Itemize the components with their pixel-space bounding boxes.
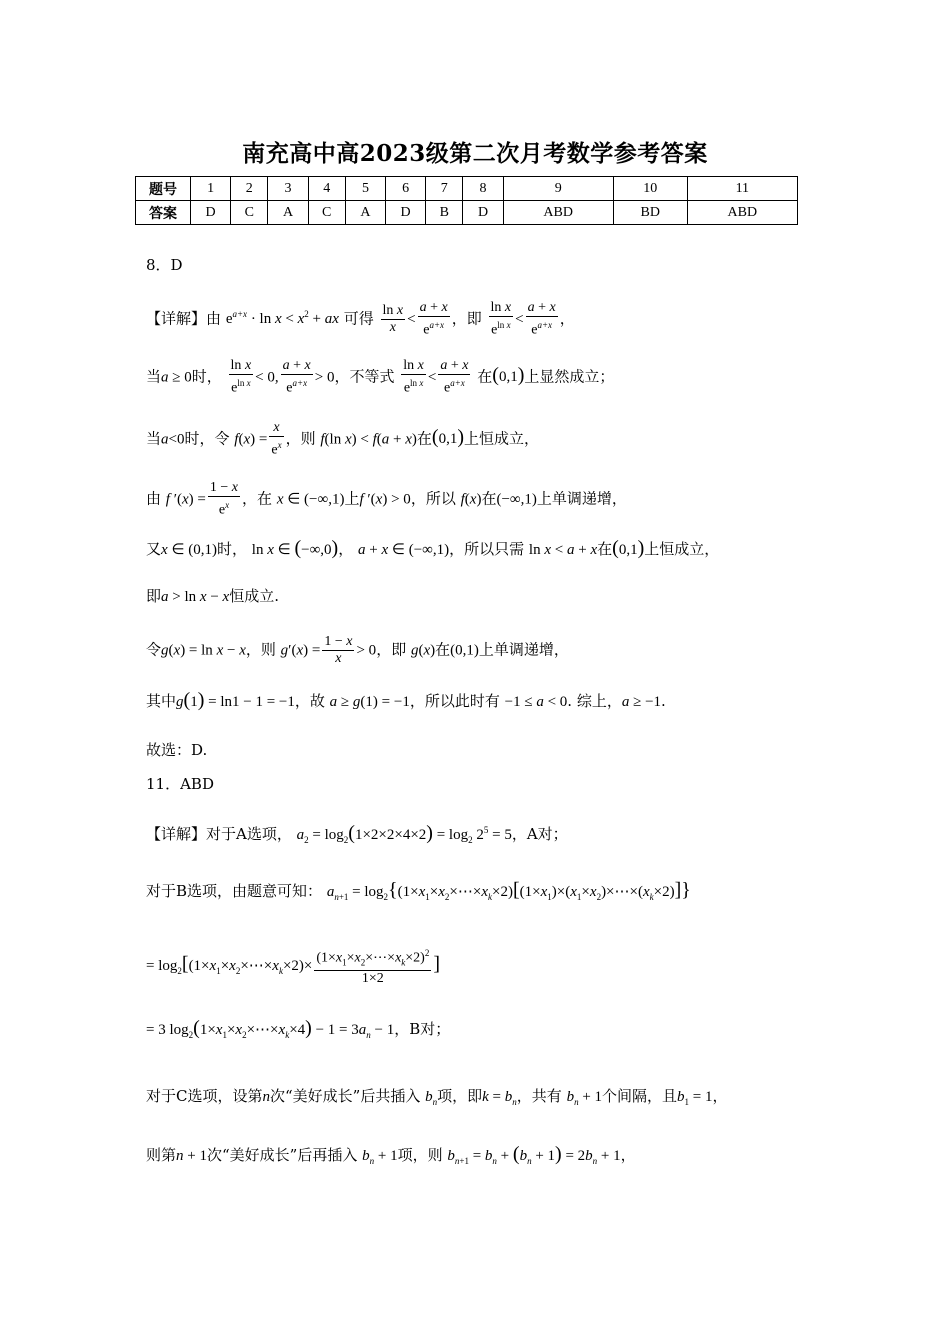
q8-line-7: 令g(x) = ln x − x，则 g′(x) = $\frac{1 - x}{x}$ > 0，即 g(x)在(0,1)上单调递增， [146,634,569,666]
q11-line-d: 则第n + 1次“美好成长”后再插入 $b_n + 1$项，则 $b_{n+1} = b_n + (b_n + 1) = 2b_n + 1$， [146,1143,636,1166]
row-label-number: 题号 [136,177,191,201]
answer-table [135,176,798,225]
page-title: 南充高中高2023级第二次月考数学参考答案 [242,140,708,167]
answer-row [136,201,798,225]
q8-line-2: 当a ≥ 0时， $\frac{\text{ln x}}{e^{ln x}}$ < 0, $\frac{a + x}{e^{a+x}}$ > 0，不等式 $\frac{\text{ln x}}{e^{ln x}}$ < $\frac{a + x}{e^{a+x}}$ 在(0,1)上显然成立； [146,358,615,396]
question-number: 1 [191,177,231,201]
answer-cell: D [191,201,231,225]
row-label-answer: 答案 [136,201,191,225]
detail-label: 【详解】 [146,309,207,328]
q8-line-5: 又x ∈ (0,1)时， ln x ∈ (−∞,0)， a + x ∈ (−∞,1)，所以只需 ln x < a + x在(0,1)上恒成立， [146,537,720,559]
question-number: 7 [426,177,463,201]
answer-cell: A [345,201,385,225]
q11-heading: 11．ABD [146,775,214,793]
q8-line-6: 即a > ln x − x恒成立. [146,587,279,605]
answer-cell: C [231,201,268,225]
question-number: 4 [308,177,345,201]
q8-line-1: 【详解】由 $e^{a+x} \cdot \ln x < x^2$ + ax 可得 $\frac{\text{ln x}}{x}$ < $\frac{a + x}{e^{a+x}}$ ，即 $\frac{\text{ln x}}{e^{ln x}}$ < $\frac{a + x}{e^{a+x}}$ ， [146,300,575,338]
q8-conclusion: 故选：D. [146,741,208,759]
q11-line-b2: = $\log_2[(1\times x_1\times x_2\times\cdots\times x_k\times 2)\times$ $\frac{(1\times x_1\times x_2\times\cdots\times x_k\times 2)^2}{1\times 2}$ ] [146,945,440,987]
answer-cell: B [426,201,463,225]
q11-line-b: 对于B选项，由题意可知： $a_{n+1}$ = $\log_2\{(1\times x_1\times x_2\times\cdots\times x_k\times 2)[(1\times x_1)\times(x_1\times x_2)\times\cdots\times(x_k\times 2)]\}$ [146,879,691,902]
number-row [136,177,798,201]
detail-label: 【详解】 [146,825,207,843]
question-number: 6 [386,177,426,201]
q11-line-c: 对于C选项，设第n次“美好成长”后共插入 $b_n$项，即$k = b_n$，共有 $b_n + 1$个间隔，且$b_1 = 1$， [146,1087,728,1107]
question-number: 2 [231,177,268,201]
answer-cell: A [268,201,308,225]
question-number: 9 [503,177,613,201]
question-number: 11 [687,177,797,201]
question-number: 8 [463,177,503,201]
q8-heading: 8．D [146,256,183,274]
q11-line-b3: = 3 $\log_2(1\times x_1\times x_2\times\cdots\times x_k\times 4) - 1 = 3a_n - 1$，B对； [146,1017,451,1040]
question-number: 3 [268,177,308,201]
answer-cell: ABD [503,201,613,225]
q8-line-4: 由 f ′(x) = $\frac{1 - x}{e^x}$ ，在 x ∈ (−∞,1)上f ′(x) > 0，所以 f(x)在(−∞,1)上单调递增， [146,480,627,518]
question-number: 10 [613,177,687,201]
answer-cell: D [463,201,503,225]
q8-line-8: 其中g(1) = ln1 − 1 = −1，故 a ≥ g(1) = −1，所以此时有 −1 ≤ a < 0. 综上，a ≥ −1. [146,689,666,711]
q11-line-a: 【详解】对于A选项， $a_2 = \log_2(1\times 2\times 2\times 4\times 2) = \log_2 2^5 = 5$，A对； [146,822,568,845]
question-number: 5 [345,177,385,201]
answer-cell: ABD [687,201,797,225]
answer-cell: C [308,201,345,225]
q8-line-3: 当a<0时，令 f(x) = $\frac{x}{e^x}$ ，则 f(ln x) < f(a + x)在(0,1)上恒成立， [146,420,540,458]
answer-cell: D [386,201,426,225]
answer-cell: BD [613,201,687,225]
